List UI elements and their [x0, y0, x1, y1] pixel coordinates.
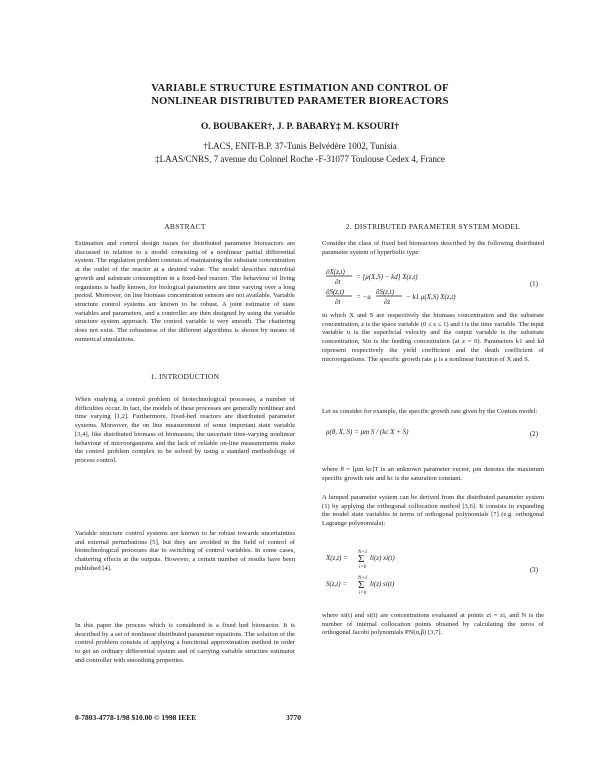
authors: O. BOUBAKER†, J. P. BABARY‡ M. KSOURI† — [200, 122, 400, 132]
svg-text:i=0: i=0 — [359, 591, 367, 596]
section2-paragraph-2: in which X and S are respectively the biomass concentration and the substrate concentration, z is the space variable (0 ≤ z ≤ 1) and t is the time variable. The input variable u is the superficial velocity and the output variable is the substrate concentration, Sin is the feeding concentration (at z = 0). Parameters k1 and kd represent respectively the yield coefficient and the death coefficient of microorganisms. The specific growth rate μ is a nonlinear function of X and S. — [322, 312, 544, 363]
section2-paragraph-1: Consider the class of fixed bed bioreactors described by the following distributed parameter system of hyperbolic type: — [322, 240, 544, 256]
equation-2-body: μ(θ, X, S) = μm S / (kc X + S) — [326, 428, 409, 436]
intro-paragraph-2: Variable structure control systems are known to be robust towards uncertainties and external perturbations [5], but they are avoided in the field of control of biotechnological processes due to switching of control variables. In some cases, chattering effects at the outputs. However, a certain number of results have been published [4]. — [75, 530, 295, 572]
svg-text:∂z: ∂z — [384, 298, 391, 306]
equation-3-graphic — [326, 546, 476, 598]
title-line-1: VARIABLE STRUCTURE ESTIMATION AND CONTROL OF — [151, 83, 449, 94]
equation-2-number: (2) — [529, 430, 538, 438]
section2-paragraph-6: where xi(t) and si(t) are concentrations evaluated at points zi = zi, and N is the number of internal collocation points obtained by calculating the zeros of orthogonal Jacobi polynomials PN(α,β) [3,7]. — [322, 612, 544, 637]
equation-3 — [326, 546, 544, 598]
abstract-body: Estimation and control design issues for distributed parameter bioreactors are discussed in relation to a model consisting of a nonlinear partial differential system. The regulation problem consists of maintaining the substrate concentration at the outlet of the reactor at a desired value. The model describes microbial growth and substrate consumption in a fixed-bed reactor. The behaviour of living organisms is badly known, for biological parameters are time varying over a long period. Moreover, on line biomass concentration sensors are not available. Variable structure control systems are known to be robust. A joint estimator of state variables and parameters, and a controller are then designed by using the variable structure system approach. The control variable is very smooth. The chattering does not exist. The robustness of the different algorithms is shown by means of numerical simulations. — [75, 240, 295, 343]
section2-paragraph-3: Let us consider for example, the specific growth rate given by the Contois model: — [322, 408, 538, 415]
svg-text:N+1: N+1 — [358, 550, 368, 555]
footer-isbn: 0-7803-4778-1/98 $10.00 © 1998 IEEE — [75, 713, 197, 722]
page-number: 3770 — [286, 713, 301, 722]
svg-text:− k1 μ(X,S) X(z,t): − k1 μ(X,S) X(z,t) — [406, 293, 456, 301]
svg-text:X(z,t) =: X(z,t) = — [326, 554, 348, 562]
svg-text:S(z,t) =: S(z,t) = — [326, 580, 348, 588]
svg-text:N+1: N+1 — [358, 576, 368, 581]
section2-paragraph-4: where θ = [μm kc]T is an unknown parameter vector, μm denotes the maximum specific growth rate and kc is the saturation constant. — [322, 466, 544, 482]
svg-text:∂X(z,t): ∂X(z,t) — [326, 268, 345, 276]
affiliation-2: ‡LAAS/CNRS, 7 avenue du Colonel Roche -F-31077 Toulouse Cedex 4, France — [155, 154, 445, 164]
intro-paragraph-3: In this paper the process which is considered is a fixed bed bioreactor. It is described by a set of nonlinear distributed parameter equations. The solution of the control problem consists of applying a functional approximation method in order to get an ordinary differential system and of carrying variable structure estimator and controller with smoothing properties. — [75, 622, 295, 664]
equation-1-graphic — [326, 266, 516, 308]
svg-text:∂S(z,t): ∂S(z,t) — [326, 288, 345, 296]
svg-text:∂t: ∂t — [335, 278, 341, 286]
svg-text:Σ: Σ — [358, 553, 365, 565]
affiliation-1: †LACS, ENIT-B.P. 37-Tunis Belvédère 1002, Tunisia — [203, 141, 397, 151]
equation-1-number: (1) — [529, 280, 538, 288]
introduction-heading: 1. INTRODUCTION — [150, 372, 220, 381]
svg-text:∂t: ∂t — [335, 298, 341, 306]
svg-text:i=0: i=0 — [359, 565, 367, 570]
equation-2 — [326, 428, 544, 446]
svg-text:∂S(z,t): ∂S(z,t) — [376, 288, 395, 296]
section2-paragraph-5: A lumped parameter system can be derived from the distributed parameter system (1) by applying the orthogonal collocation method [3,6]. It consists in expanding the model state variables in terms of orthogonal polynomials [7] (e.g. orthogonal Lagrange polynomials): — [322, 494, 544, 528]
title-line-2: NONLINEAR DISTRIBUTED PARAMETER BIOREACTORS — [151, 96, 449, 107]
svg-text:li(z) xi(t): li(z) xi(t) — [370, 554, 395, 562]
equation-1 — [326, 266, 544, 308]
section2-heading: 2. DISTRIBUTED PARAMETER SYSTEM MODEL — [345, 222, 521, 231]
affiliations — [60, 140, 540, 166]
abstract-heading: ABSTRACT — [164, 222, 206, 231]
equation-3-number: (3) — [529, 566, 538, 574]
svg-text:= [μ(X,S) − kd] X(z,t): = [μ(X,S) − kd] X(z,t) — [356, 273, 418, 281]
intro-paragraph-1: When studying a control problem of biotechnological processes, a number of difficulties occur. In fact, the models of these processes are generally nonlinear and time varying [1,2]. Furthermore, fixed-bed reactors are distributed parameter systems. Moreover, the on line measurement of some important state variable [3,4], like distributed biomass of biomasses, the uncertain time-varying nonlinear behaviour of microorganisms and the lack of reliable on-line measurements make the control problem complex to be solved by using a standard methodology of process control. — [75, 396, 295, 464]
svg-text:Σ: Σ — [358, 579, 365, 591]
svg-text:= −u: = −u — [356, 293, 371, 301]
svg-text:li(z) si(t): li(z) si(t) — [370, 580, 395, 588]
paper-title — [60, 82, 540, 108]
